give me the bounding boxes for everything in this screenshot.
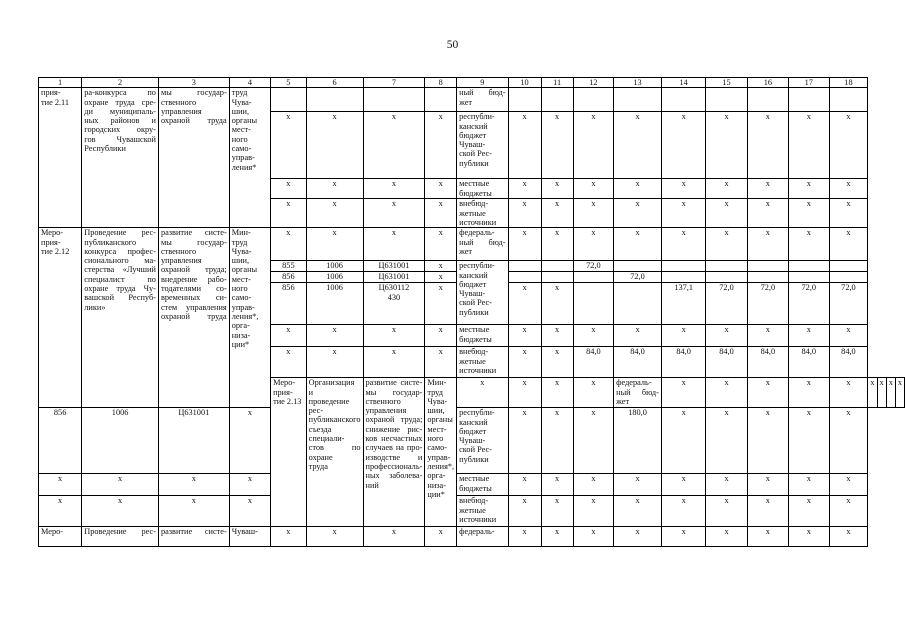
table-row xyxy=(39,228,905,261)
table-cell xyxy=(573,272,613,283)
table-cell: х xyxy=(541,112,573,179)
table-cell: х xyxy=(425,112,457,179)
table-cell: х xyxy=(747,179,788,199)
measure-executor: Мин- труд Чува- шии, органы мест- ного само- управ- ления*, орга- низа- ции* xyxy=(229,228,270,408)
table-cell: Ц631001 xyxy=(158,408,229,474)
table-cell: 855 xyxy=(271,261,307,272)
table-cell xyxy=(363,88,425,112)
table-cell: 180,0 xyxy=(614,408,662,474)
table-cell: х xyxy=(886,378,895,408)
table-cell: х xyxy=(271,527,307,547)
source-label: внебюд- жетные источники xyxy=(457,347,508,378)
table-cell: х xyxy=(829,474,868,496)
column-header-2: 2 xyxy=(82,78,159,88)
column-header-3: 3 xyxy=(158,78,229,88)
table-cell: х xyxy=(789,527,829,547)
table-cell: 84,0 xyxy=(661,347,705,378)
table-cell: х xyxy=(747,112,788,179)
table-cell: х xyxy=(508,474,541,496)
column-header-10: 10 xyxy=(508,78,541,88)
table-cell: 856 xyxy=(39,408,82,474)
table-cell xyxy=(614,261,662,272)
column-header-18: 18 xyxy=(829,78,868,88)
table-cell: х xyxy=(425,179,457,199)
table-cell: 84,0 xyxy=(706,347,747,378)
table-cell xyxy=(614,283,662,325)
column-header-12: 12 xyxy=(573,78,613,88)
table-cell: х xyxy=(747,408,788,474)
table-cell: х xyxy=(82,496,159,527)
measure-name: Организация и проведение рес- публиканского съезда специали- стов по охране труда xyxy=(306,378,363,527)
table-cell xyxy=(425,88,457,112)
measure-executor: труд Чува- шии, органы мест- ного само- управ- ления* xyxy=(229,88,270,228)
table-cell: х xyxy=(573,378,613,408)
table-row xyxy=(39,496,905,527)
header-row xyxy=(39,78,905,88)
table-cell: х xyxy=(306,199,363,228)
table-row xyxy=(39,474,905,496)
table-cell: х xyxy=(829,496,868,527)
table-cell: Ц630112 430 xyxy=(363,283,425,325)
table-cell: х xyxy=(425,272,457,283)
table-cell: х xyxy=(789,325,829,347)
table-cell: х xyxy=(508,112,541,179)
table-cell: 72,0 xyxy=(573,261,613,272)
table-cell: х xyxy=(508,408,541,474)
column-header-16: 16 xyxy=(747,78,788,88)
table-cell: х xyxy=(706,378,747,408)
table-cell: х xyxy=(661,325,705,347)
table-cell: х xyxy=(895,378,904,408)
table-cell xyxy=(508,88,541,112)
table-row xyxy=(39,408,905,474)
table-cell: 856 xyxy=(271,272,307,283)
column-header-13: 13 xyxy=(614,78,662,88)
table-cell: х xyxy=(508,283,541,325)
table-cell: х xyxy=(306,527,363,547)
table-cell: х xyxy=(868,378,877,408)
measure-name: ра-конкурса по охране труда сре- ди муниципаль- ных районов и городских окру- гов Чувашской Республики xyxy=(82,88,159,228)
table-cell: х xyxy=(747,496,788,527)
measure-executor: Мин- труд Чува- шии, органы мест- ного само- управ- ления*, орга- низа- ции* xyxy=(425,378,457,527)
table-cell: 72,0 xyxy=(829,283,868,325)
table-cell: х xyxy=(541,496,573,527)
table-cell: х xyxy=(541,179,573,199)
table-cell: х xyxy=(508,325,541,347)
table-cell xyxy=(573,88,613,112)
table-cell xyxy=(747,261,788,272)
table-cell: х xyxy=(614,474,662,496)
table-cell: х xyxy=(829,527,868,547)
table-cell: х xyxy=(425,283,457,325)
source-label: внебюд- жетные источники xyxy=(457,496,508,527)
table-cell xyxy=(706,261,747,272)
table-cell: 1006 xyxy=(306,272,363,283)
table-row xyxy=(39,527,905,547)
table-cell: х xyxy=(747,325,788,347)
table-cell xyxy=(747,272,788,283)
source-label: ный бюд- жет xyxy=(457,88,508,112)
page-bottom xyxy=(0,572,905,640)
table-cell: х xyxy=(82,474,159,496)
table-cell: х xyxy=(229,474,270,496)
table-cell: х xyxy=(573,474,613,496)
table-cell: х xyxy=(829,179,868,199)
table-cell: х xyxy=(706,474,747,496)
table-cell: х xyxy=(425,527,457,547)
table-cell: х xyxy=(508,347,541,378)
source-label: местные бюджеты xyxy=(457,474,508,496)
table-cell: х xyxy=(541,199,573,228)
table-cell: х xyxy=(789,408,829,474)
table-cell: х xyxy=(508,527,541,547)
source-label: федераль- ный бюд- жет xyxy=(614,378,662,408)
source-label: федераль- ный бюд- жет xyxy=(457,228,508,261)
table-cell: х xyxy=(829,228,868,261)
table-cell xyxy=(829,272,868,283)
table-cell: 84,0 xyxy=(829,347,868,378)
table-cell: х xyxy=(789,179,829,199)
table-cell: х xyxy=(306,179,363,199)
measure-code: прия- тие 2.11 xyxy=(39,88,82,228)
measure-code: Меро- xyxy=(39,527,82,547)
table-cell xyxy=(271,88,307,112)
column-header-5: 5 xyxy=(271,78,307,88)
table-cell: х xyxy=(614,112,662,179)
table-cell: х xyxy=(425,347,457,378)
column-header-17: 17 xyxy=(789,78,829,88)
table-cell: х xyxy=(614,179,662,199)
table-cell: х xyxy=(661,112,705,179)
source-label: местные бюджеты xyxy=(457,325,508,347)
table-cell: х xyxy=(508,199,541,228)
source-label: республи- канский бюджет Чуваш- ской Рес- публики xyxy=(457,112,508,179)
table-cell: х xyxy=(271,179,307,199)
table-cell: х xyxy=(661,527,705,547)
table-cell: х xyxy=(661,496,705,527)
source-label: федераль- xyxy=(457,527,508,547)
table-cell: х xyxy=(39,474,82,496)
measure-code: Меро- прия- тие 2.13 xyxy=(271,378,307,527)
table-row xyxy=(39,88,905,112)
table-cell: х xyxy=(661,474,705,496)
table-cell xyxy=(541,272,573,283)
table-cell: х xyxy=(541,283,573,325)
table-cell: 84,0 xyxy=(573,347,613,378)
table-cell: х xyxy=(363,228,425,261)
table-cell: х xyxy=(229,408,270,474)
table-cell: х xyxy=(306,325,363,347)
column-header-6: 6 xyxy=(306,78,363,88)
table-cell: х xyxy=(425,261,457,272)
table-cell: х xyxy=(508,179,541,199)
table-cell: х xyxy=(789,112,829,179)
column-header-7: 7 xyxy=(363,78,425,88)
table-cell: 1006 xyxy=(306,261,363,272)
table-cell: х xyxy=(706,199,747,228)
table-cell: х xyxy=(829,112,868,179)
table-cell: х xyxy=(363,179,425,199)
table-cell: х xyxy=(789,378,829,408)
table-cell: х xyxy=(541,347,573,378)
table-cell: х xyxy=(747,474,788,496)
measure-code: Меро- прия- тие 2.12 xyxy=(39,228,82,408)
table-cell xyxy=(706,272,747,283)
table-cell: х xyxy=(306,112,363,179)
table-cell: х xyxy=(614,325,662,347)
table-cell: х xyxy=(271,199,307,228)
table-cell: х xyxy=(158,474,229,496)
table-cell: х xyxy=(789,496,829,527)
source-label: республи- канский бюджет Чуваш- ской Рес- публики xyxy=(457,261,508,325)
table-cell: х xyxy=(706,228,747,261)
column-header-9: 9 xyxy=(457,78,508,88)
table-cell: х xyxy=(541,527,573,547)
table-cell xyxy=(661,272,705,283)
table-cell: х xyxy=(508,228,541,261)
table-cell: х xyxy=(573,179,613,199)
table-cell: 72,0 xyxy=(789,283,829,325)
source-label: внебюд- жетные источники xyxy=(457,199,508,228)
table-cell: х xyxy=(829,408,868,474)
table-cell: х xyxy=(573,112,613,179)
table-cell: х xyxy=(706,527,747,547)
table-cell: 72,0 xyxy=(706,283,747,325)
table-cell: х xyxy=(789,474,829,496)
table-cell: х xyxy=(306,228,363,261)
table-cell: х xyxy=(39,496,82,527)
table-cell: х xyxy=(573,325,613,347)
table-cell: х xyxy=(541,228,573,261)
measure-name: Проведение рес- публиканского конкурса профес- сионального ма- стерства «Лучший специалист по охране труда Чу- вашской Респуб- лики» xyxy=(82,228,159,408)
table-cell: х xyxy=(425,199,457,228)
table-cell: х xyxy=(363,347,425,378)
table-cell: х xyxy=(661,378,705,408)
column-header-4: 4 xyxy=(229,78,270,88)
table-cell: х xyxy=(541,474,573,496)
table-cell: х xyxy=(271,228,307,261)
table-cell: х xyxy=(271,325,307,347)
table-cell: 1006 xyxy=(82,408,159,474)
table-cell: х xyxy=(425,228,457,261)
table-cell: 137,1 xyxy=(661,283,705,325)
table-cell: х xyxy=(829,199,868,228)
table-cell xyxy=(508,261,541,272)
table-cell: 72,0 xyxy=(747,283,788,325)
measure-result: мы государ- ственного управления охраной труда xyxy=(158,88,229,228)
table-cell: х xyxy=(363,527,425,547)
table-cell: х xyxy=(614,496,662,527)
table-cell xyxy=(829,261,868,272)
table-cell xyxy=(541,261,573,272)
table-cell: х xyxy=(614,527,662,547)
column-header-1: 1 xyxy=(39,78,82,88)
table-cell: х xyxy=(573,228,613,261)
table-cell: х xyxy=(706,408,747,474)
table-cell: 1006 xyxy=(306,283,363,325)
source-label: республи- канский бюджет Чуваш- ской Рес- публики xyxy=(457,408,508,474)
page-number: 50 xyxy=(446,39,459,51)
table-cell: х xyxy=(661,408,705,474)
table-cell: х xyxy=(573,199,613,228)
table-cell: х xyxy=(573,496,613,527)
table-cell: х xyxy=(747,527,788,547)
table-cell: 72,0 xyxy=(614,272,662,283)
table-cell: х xyxy=(706,112,747,179)
table-cell: х xyxy=(747,199,788,228)
table-cell: х xyxy=(363,325,425,347)
table-cell: х xyxy=(661,199,705,228)
table-cell xyxy=(508,272,541,283)
measure-result: развитие систе- мы государ- ственного управления охраной труда; снижение рис- ков несчастных случаев на про- изводстве и профессиональ- ных заболева- ний xyxy=(363,378,425,527)
table-cell: 856 xyxy=(271,283,307,325)
table-cell: х xyxy=(789,199,829,228)
table-cell: х xyxy=(271,112,307,179)
table-cell: Ц631001 xyxy=(363,261,425,272)
table-cell: х xyxy=(271,347,307,378)
table-cell: х xyxy=(363,199,425,228)
table-cell: х xyxy=(306,347,363,378)
table-cell xyxy=(541,88,573,112)
table-cell xyxy=(789,272,829,283)
table-cell xyxy=(789,88,829,112)
table-cell: х xyxy=(829,325,868,347)
table-cell: 84,0 xyxy=(747,347,788,378)
table-cell xyxy=(829,88,868,112)
table-cell xyxy=(747,88,788,112)
table-cell: х xyxy=(829,378,868,408)
column-header-14: 14 xyxy=(661,78,705,88)
table-cell xyxy=(661,261,705,272)
table-cell: х xyxy=(573,527,613,547)
measure-name: Проведение рес- xyxy=(82,527,159,547)
column-header-15: 15 xyxy=(706,78,747,88)
table-cell: х xyxy=(747,378,788,408)
table-cell: Ц631001 xyxy=(363,272,425,283)
table-cell: х xyxy=(508,378,541,408)
table-cell: х xyxy=(541,408,573,474)
table-cell: х xyxy=(614,228,662,261)
table-cell: 84,0 xyxy=(614,347,662,378)
table-cell: х xyxy=(747,228,788,261)
table-cell xyxy=(706,88,747,112)
budget-table xyxy=(38,77,905,547)
table-cell: х xyxy=(363,112,425,179)
measure-result: развитие систе- xyxy=(158,527,229,547)
table-cell: х xyxy=(614,199,662,228)
table-cell: х xyxy=(425,325,457,347)
table-cell: х xyxy=(457,378,508,408)
table-cell xyxy=(661,88,705,112)
table-cell: х xyxy=(508,496,541,527)
table-cell: х xyxy=(706,496,747,527)
table-cell: х xyxy=(789,228,829,261)
table-cell: х xyxy=(661,228,705,261)
table-cell xyxy=(306,88,363,112)
table-cell: х xyxy=(706,179,747,199)
table-cell: х xyxy=(877,378,886,408)
table-cell: х xyxy=(158,496,229,527)
table-cell: 84,0 xyxy=(789,347,829,378)
table-cell: х xyxy=(706,325,747,347)
table-cell xyxy=(789,261,829,272)
measure-result: развитие систе- мы государ- ственного управления охраной труда; внедрение рабо- тодателями со- временных си- стем управления охраной труда xyxy=(158,228,229,408)
column-header-8: 8 xyxy=(425,78,457,88)
source-label: местные бюджеты xyxy=(457,179,508,199)
measure-executor: Чуваш- xyxy=(229,527,270,547)
table-cell: х xyxy=(229,496,270,527)
table-cell: х xyxy=(661,179,705,199)
table-cell xyxy=(573,283,613,325)
column-header-11: 11 xyxy=(541,78,573,88)
table-cell: х xyxy=(573,408,613,474)
table-cell: х xyxy=(541,325,573,347)
table-cell: х xyxy=(541,378,573,408)
table-cell xyxy=(614,88,662,112)
